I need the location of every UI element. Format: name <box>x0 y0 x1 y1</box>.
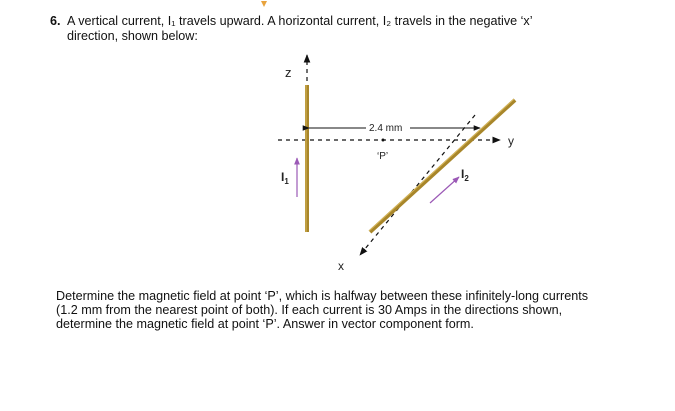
x-axis <box>360 115 475 255</box>
problem-line-1: Determine the magnetic field at point ‘P’, which is halfway between these infinitely-long currents <box>56 289 589 303</box>
point-p-marker <box>382 139 385 142</box>
problem-statement <box>56 289 656 331</box>
i2-label: $I_2$ <box>461 167 469 183</box>
problem-line-2: (1.2 mm from the nearest point of both). If each current is 30 Amps in the directions shown, <box>56 303 563 317</box>
point-p-label: ‘P’ <box>377 151 389 162</box>
i2-current-arrow <box>430 177 459 203</box>
z-axis-label: z <box>285 65 292 80</box>
distance-label: 2.4 mm <box>369 123 403 134</box>
i1-label: $I_1$ <box>281 170 289 186</box>
question-line-2: direction, shown below: <box>67 29 198 43</box>
question-line-1: A vertical current, I₁ travels upward. A horizontal current, I₂ travels in the negative ‘x’ <box>67 14 533 28</box>
wire-i2 <box>370 100 515 232</box>
x-axis-label: x <box>338 259 344 273</box>
question-number: 6. <box>50 14 61 28</box>
y-axis-label: y <box>508 134 514 148</box>
problem-line-3: determine the magnetic field at point ‘P’. Answer in vector component form. <box>56 317 474 331</box>
